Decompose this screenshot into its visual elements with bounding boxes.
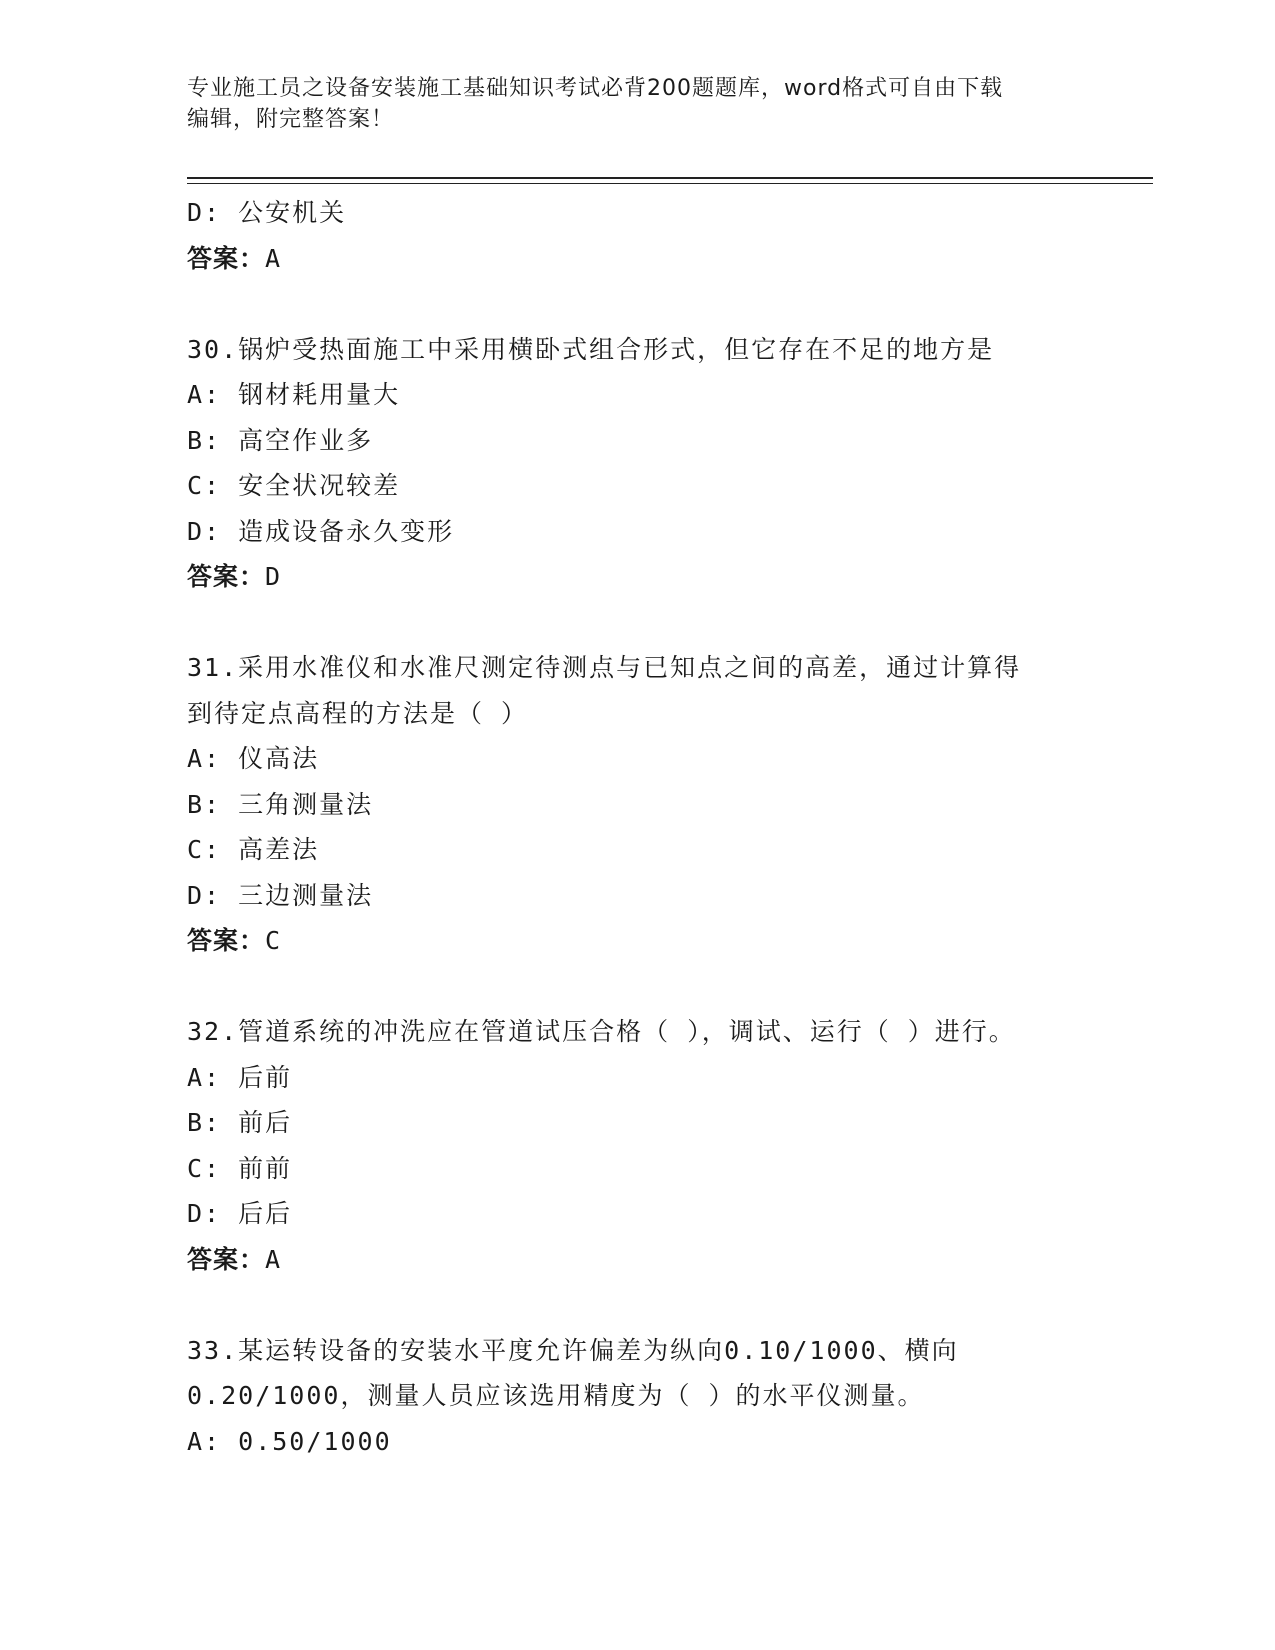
answer-line <box>187 554 1107 600</box>
spacer <box>187 1282 1107 1328</box>
spacer <box>187 600 1107 646</box>
option-c: C: 高差法 <box>187 835 320 864</box>
question-stem-continued: 到待定点高程的方法是（ ） <box>187 698 529 728</box>
option-b: B: 高空作业多 <box>187 425 374 455</box>
question-stem-continued: 0.20/1000，测量人员应该选用精度为（ ）的水平仪测量。 <box>187 1381 925 1410</box>
option-b: B: 三角测量法 <box>187 789 374 819</box>
option-c: C: 前前 <box>187 1153 293 1183</box>
question-list <box>187 190 1107 1464</box>
question-block <box>187 1328 1107 1465</box>
question-stem: 30.锅炉受热面施工中采用横卧式组合形式，但它存在不足的地方是 <box>187 334 995 364</box>
answer-label: 答案： <box>187 243 266 273</box>
answer-label: 答案： <box>187 562 266 591</box>
option-d: D: 后后 <box>187 1199 293 1228</box>
option-a: A: 后前 <box>187 1062 293 1092</box>
header-divider-thin <box>187 183 1153 184</box>
answer-label: 答案： <box>187 926 266 955</box>
spacer <box>187 964 1107 1010</box>
answer-line <box>187 918 1107 964</box>
header-divider-thick <box>187 177 1153 179</box>
document-header <box>187 73 1087 135</box>
option-d: D: 三边测量法 <box>187 880 374 910</box>
option-a: A: 仪高法 <box>187 744 320 773</box>
question-stem: 33.某运转设备的安装水平度允许偏差为纵向0.10/1000、横向 <box>187 1335 959 1365</box>
option-d: D: 公安机关 <box>187 198 347 227</box>
question-block <box>187 327 1107 600</box>
header-line-2: 编辑，附完整答案！ <box>187 107 395 132</box>
option-b: B: 前后 <box>187 1108 293 1137</box>
option-a: A: 钢材耗用量大 <box>187 380 401 409</box>
question-block <box>187 645 1107 964</box>
answer-line <box>187 236 1107 282</box>
answer-value: D <box>265 562 282 591</box>
spacer <box>187 281 1107 327</box>
option-d: D: 造成设备永久变形 <box>187 516 455 546</box>
option-c: C: 安全状况较差 <box>187 471 401 500</box>
question-stem: 32.管道系统的冲洗应在管道试压合格（ ），调试、运行（ ）进行。 <box>187 1017 1016 1046</box>
question-block <box>187 1009 1107 1282</box>
answer-line <box>187 1237 1107 1283</box>
answer-value: A <box>265 243 282 273</box>
header-line-1: 专业施工员之设备安装施工基础知识考试必背200题题库，word格式可自由下载 <box>187 76 1004 101</box>
question-stem: 31.采用水准仪和水准尺测定待测点与已知点之间的高差，通过计算得 <box>187 653 1022 682</box>
answer-value: C <box>265 926 282 955</box>
answer-label: 答案： <box>187 1244 266 1274</box>
answer-value: A <box>265 1244 282 1274</box>
option-a: A: 0.50/1000 <box>187 1426 392 1456</box>
